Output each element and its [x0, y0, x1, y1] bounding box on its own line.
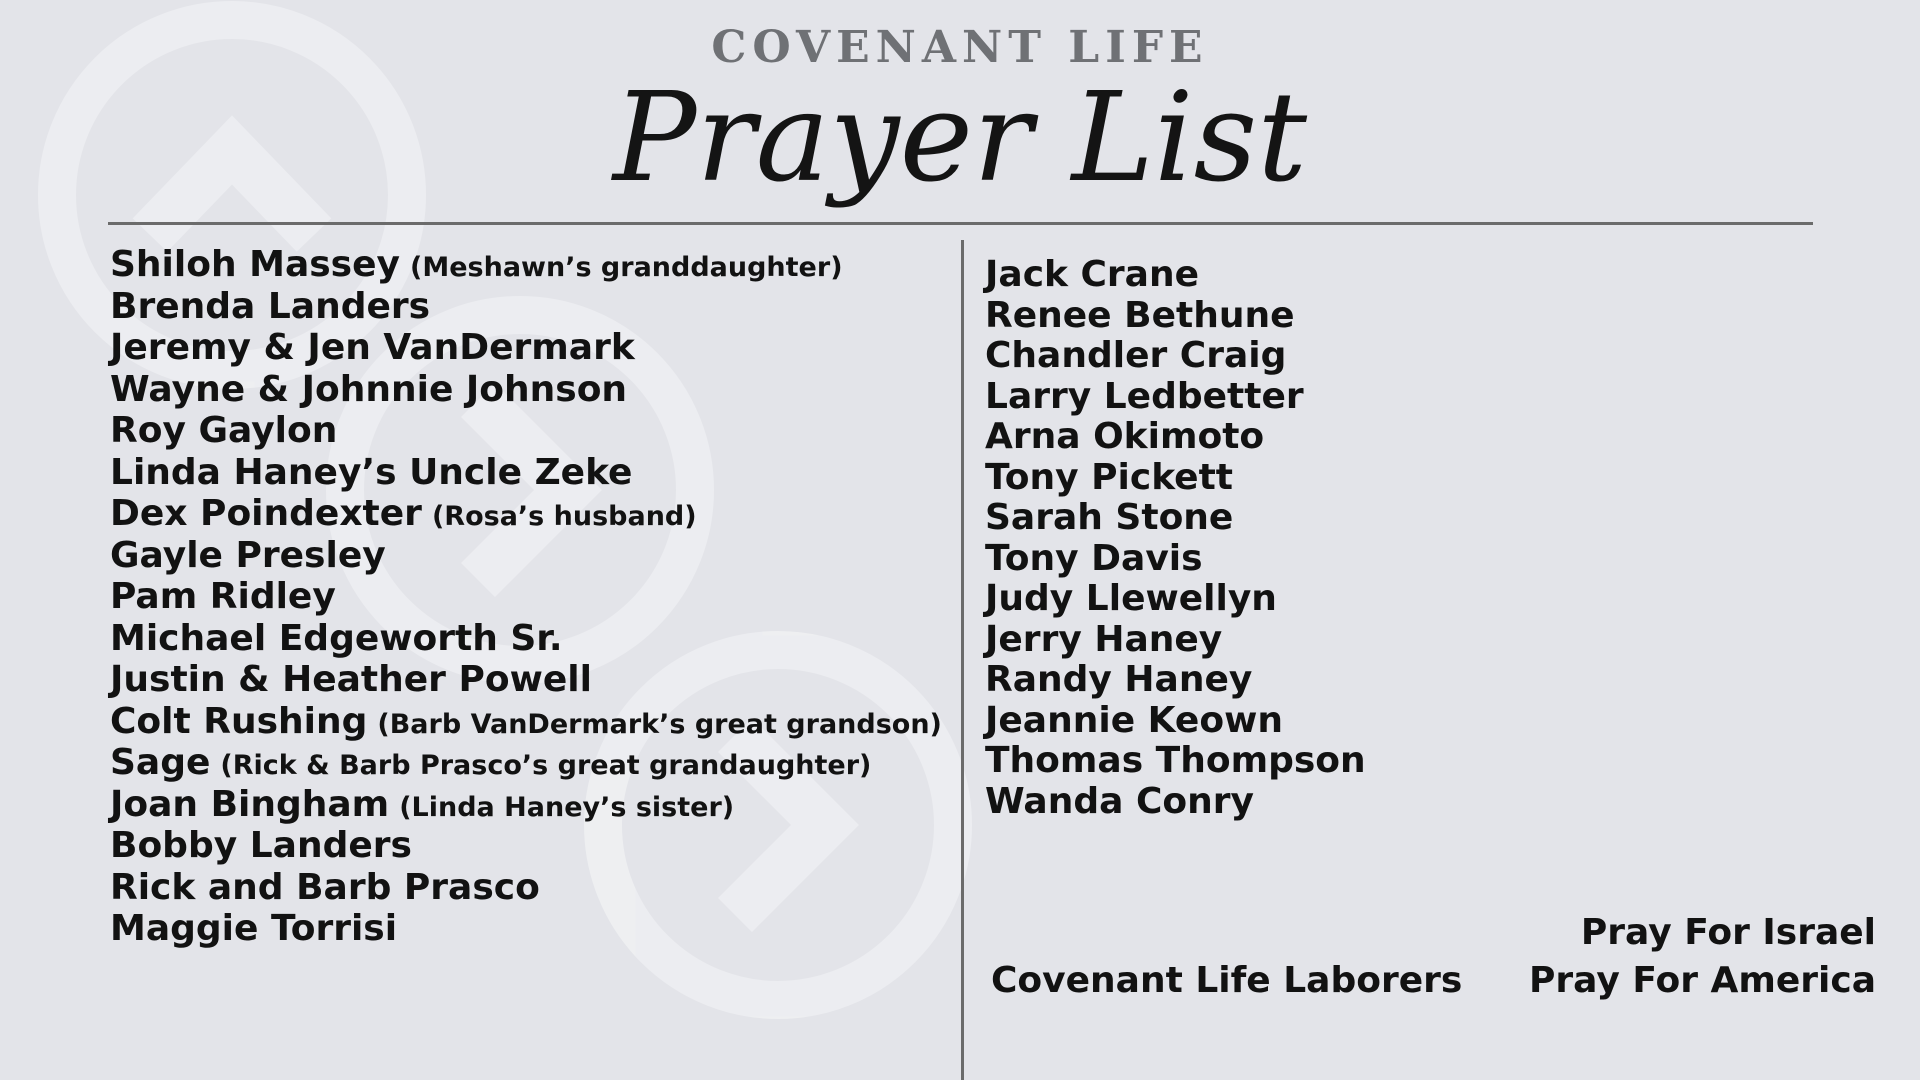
list-item [110, 784, 942, 826]
list-item [110, 410, 942, 452]
list-item [110, 618, 942, 660]
horizontal-divider [108, 222, 1813, 225]
list-item: Larry Ledbetter [985, 375, 1304, 417]
list-item [110, 576, 942, 618]
prayer-name: Bobby Landers [110, 825, 412, 866]
prayer-name: Linda Haney’s Uncle Zeke [110, 451, 633, 493]
prayer-name: Rick and Barb Prasco [110, 866, 540, 908]
list-item [110, 452, 942, 494]
list-item [110, 369, 942, 411]
list-item [110, 701, 942, 743]
prayer-name: Dex Poindexter [110, 493, 422, 534]
prayer-note: (Rick & Barb Prasco’s great grandaughter) [220, 750, 872, 781]
prayer-name: Gayle Presley [110, 534, 386, 576]
left-prayer-list [110, 244, 942, 950]
prayer-name: Jeremy & Jen VanDermark [110, 327, 635, 368]
page-title: Prayer List [612, 66, 1308, 210]
prayer-name: Sage [110, 742, 211, 783]
prayer-name: Shiloh Massey [110, 244, 400, 285]
subtitle: COVENANT LIFE [711, 22, 1209, 73]
list-item [110, 244, 942, 286]
prayer-name: Brenda Landers [110, 285, 431, 327]
list-item: Thomas Thompson [985, 740, 1366, 781]
prayer-name: Michael Edgeworth Sr. [110, 617, 563, 659]
list-item: Tony Davis [985, 537, 1203, 579]
prayer-note: (Meshawn’s granddaughter) [410, 252, 843, 283]
prayer-note: (Rosa’s husband) [431, 501, 697, 532]
prayer-name: Maggie Torrisi [110, 908, 398, 949]
list-item: Tony Pickett [985, 456, 1234, 498]
list-item: Jeannie Keown [985, 699, 1283, 741]
list-item: Sarah Stone [985, 497, 1234, 538]
list-item: Wanda Conry [985, 780, 1254, 822]
prayer-name: Justin & Heather Powell [110, 659, 592, 700]
pray-for-israel-label: Pray For Israel [1580, 912, 1876, 953]
prayer-name: Roy Gaylon [110, 410, 338, 451]
prayer-name: Pam Ridley [110, 576, 336, 617]
right-prayer-list [985, 255, 1366, 822]
list-item [110, 493, 942, 535]
list-item [110, 535, 942, 577]
list-item [110, 327, 942, 369]
vertical-divider [961, 240, 964, 1080]
list-item [110, 825, 942, 867]
list-item: Renee Bethune [985, 294, 1295, 336]
prayer-note: (Barb VanDermark’s great grandson) [377, 708, 942, 740]
list-item: Judy Llewellyn [985, 578, 1277, 619]
list-item [110, 867, 942, 909]
list-item [110, 659, 942, 701]
prayer-name: Joan Bingham [110, 783, 390, 825]
list-item: Jerry Haney [985, 618, 1223, 660]
prayer-name: Colt Rushing [110, 700, 368, 742]
list-item: Jack Crane [985, 254, 1200, 295]
list-item [110, 286, 942, 328]
list-item: Arna Okimoto [985, 416, 1265, 457]
prayer-note: (Linda Haney’s sister) [399, 791, 735, 823]
list-item: Randy Haney [985, 659, 1253, 700]
laborers-label: Covenant Life Laborers [991, 960, 1463, 1001]
prayer-name: Wayne & Johnnie Johnson [110, 368, 628, 410]
pray-for-america-label: Pray For America [1529, 960, 1876, 1001]
list-item: Chandler Craig [985, 335, 1287, 376]
list-item [110, 908, 942, 950]
list-item [110, 742, 942, 784]
